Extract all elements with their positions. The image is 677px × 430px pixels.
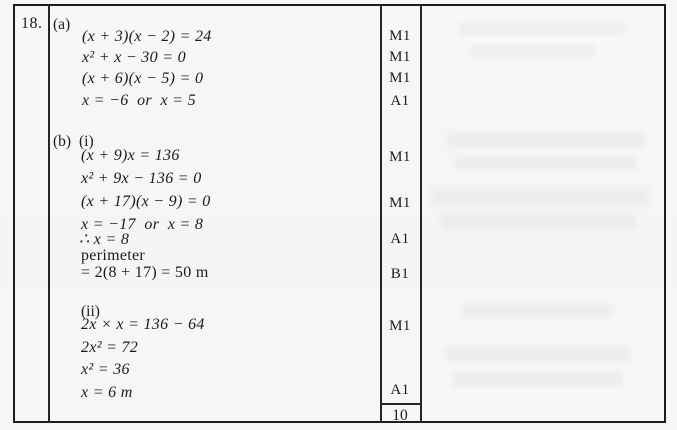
mark-code: M1 <box>389 195 411 211</box>
mark-code: A1 <box>390 231 410 247</box>
question-number: 18. <box>21 15 43 32</box>
working-line: (x + 6)(x − 5) = 0 <box>82 70 204 87</box>
total-marks: 10 <box>392 407 408 424</box>
marks-column-right-divider <box>420 6 422 421</box>
mark-code: A1 <box>390 93 410 109</box>
working-line: (x + 9)x = 136 <box>81 147 180 164</box>
mark-code: M1 <box>389 70 411 86</box>
ghost-showthrough-artifact <box>445 346 630 361</box>
ghost-showthrough-artifact <box>431 188 649 206</box>
working-line: x² + x − 30 = 0 <box>82 49 186 66</box>
part-b-ii-label: (ii) <box>81 303 100 320</box>
mark-code: B1 <box>390 266 410 282</box>
working-line: x² = 36 <box>81 361 130 378</box>
ghost-showthrough-artifact <box>463 304 611 318</box>
working-line: 2x² = 72 <box>81 339 139 356</box>
working-line: 2x × x = 136 − 64 <box>81 316 205 333</box>
part-b-i-label: (i) <box>79 133 94 150</box>
mark-scheme-table <box>13 4 666 423</box>
ghost-showthrough-artifact <box>470 45 595 57</box>
part-b-label: (b) <box>53 133 72 150</box>
working-line: perimeter <box>81 247 145 264</box>
ghost-showthrough-artifact <box>440 214 635 230</box>
ghost-showthrough-artifact <box>453 372 623 387</box>
ghost-showthrough-artifact <box>455 156 635 170</box>
mark-code: A1 <box>390 382 410 398</box>
mark-code: M1 <box>389 49 411 65</box>
working-line: x = −6 or x = 5 <box>82 92 196 109</box>
working-line: (x + 3)(x − 2) = 24 <box>82 28 212 45</box>
working-line: x² + 9x − 136 = 0 <box>81 170 202 187</box>
working-line: x = −17 or x = 8 <box>81 216 204 233</box>
mark-code: M1 <box>389 149 411 165</box>
working-line: ∴ x = 8 <box>79 231 130 248</box>
working-line: (x + 17)(x − 9) = 0 <box>81 193 211 210</box>
mark-code: M1 <box>389 318 411 334</box>
working-line: = 2(8 + 17) = 50 m <box>81 264 209 281</box>
question-column-divider <box>48 6 50 421</box>
part-a-label: (a) <box>53 16 71 33</box>
working-line: x = 6 m <box>81 384 133 401</box>
total-marks-divider <box>380 403 421 405</box>
ghost-showthrough-artifact <box>460 22 625 35</box>
mark-code: M1 <box>389 28 411 44</box>
ghost-showthrough-artifact <box>447 132 645 148</box>
